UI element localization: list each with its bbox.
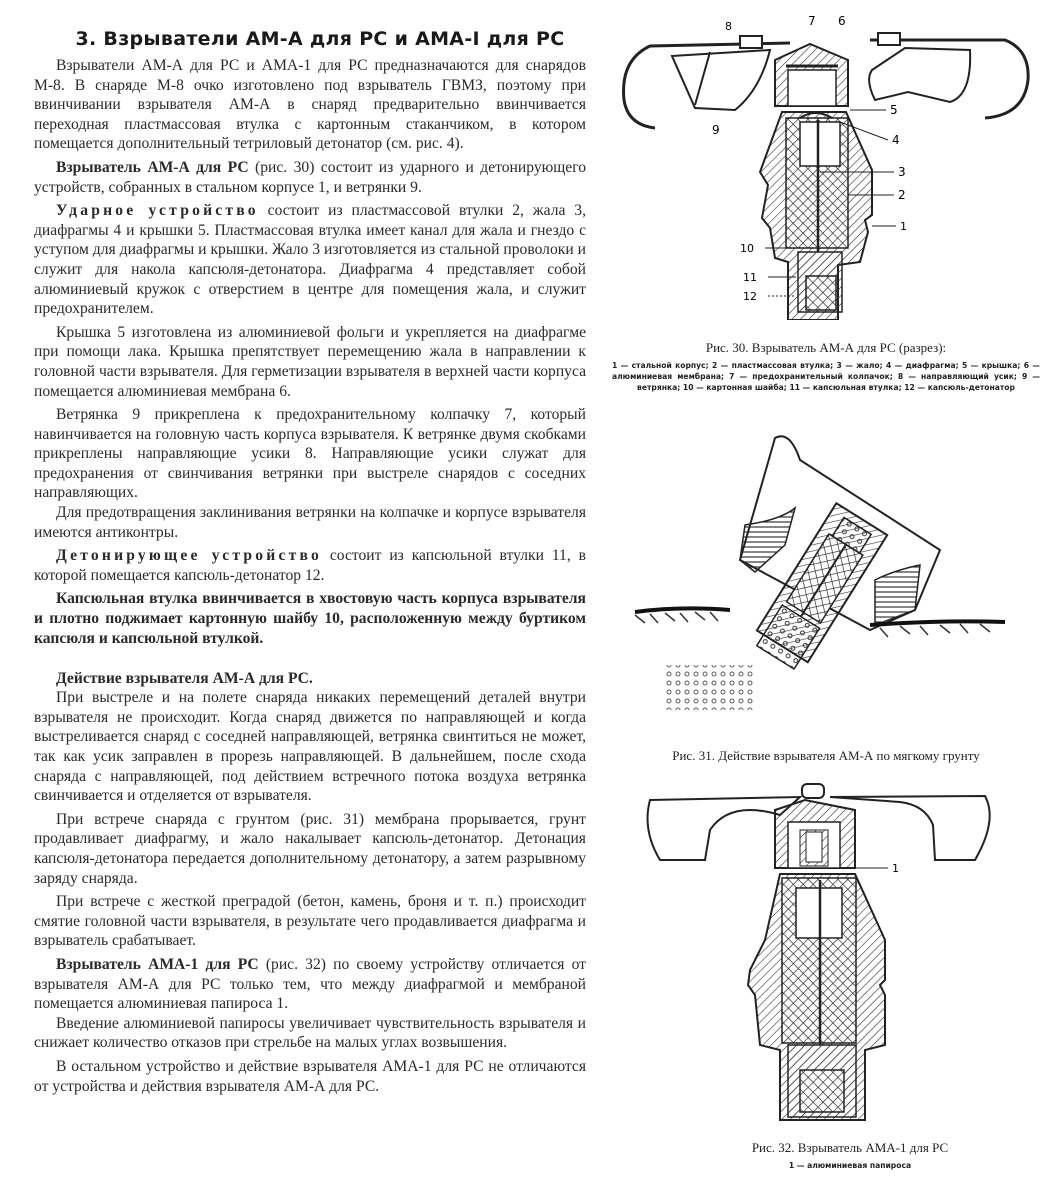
term-fuze-am-a: Взрыватель АМ-А для РС <box>56 158 249 176</box>
text-column <box>34 28 586 1096</box>
term-detonating-device: Детонирующее устройство <box>56 547 322 565</box>
term-impact-device: Ударное устройство <box>56 202 259 220</box>
paragraph-text: (рис. 32) по своему устройству отличается от взрывателя АМ-А для РС только тем, что между диафрагмой и мембраной помещается алюминиевая папироса 1. <box>34 955 586 1013</box>
fig30-label-12: 12 <box>743 290 757 303</box>
figure-30-caption: Рис. 30. Взрыватель АМ-А для РС (разрез): <box>705 340 947 355</box>
paragraph-text: (рис. 30) состоит из ударного и детонирующего устройств, собранных в стальном корпусе 1, и ветрянки 9. <box>34 158 586 196</box>
paragraph-anticontra: Для предотвращения заклинивания ветрянки на колпачке и корпусе взрывателя имеются антиконтры. <box>34 504 586 541</box>
windmill-vane-right <box>869 48 970 102</box>
figure-30-legend: 1 — стальной корпус; 2 — пластмассовая втулка; 3 — жало; 4 — диафрагма; 5 — крышка; 6 — алюминиевая мембрана; 7 — предохранительный колпачок; 8 — направляющий усик; 9 — ветрянка; 10 — картонная шайба; 11 — капсюльная втулка; 12 — капсюль-детонатор <box>612 361 1040 392</box>
fig30-label-10: 10 <box>740 242 754 255</box>
fig30-label-7: 7 <box>808 14 816 28</box>
paragraph-text: состоит из пластмассовой втулки 2, жала 3, диафрагмы 4 и крышки 5. Пластмассовая втулка имеет канал для жала и гнездо с уступом для диафрагмы и крышки. Жало 3 изготовляется из стальной проволоки и служит для накола капсюля-детонатора. Диафрагма 4 представляет собой алюминиевый кружок с отверстием в центре для помещения жала, и служит предохранителем. <box>34 202 586 318</box>
figure-31-caption: Рис. 31. Действие взрывателя АМ-А по мягкому грунту <box>672 748 980 763</box>
paragraph-cover: Крышка 5 изготовлена из алюминиевой фольги и укрепляется на диафрагме при помощи лака. Крышка препятствует перемещению жала в направлении к головной части взрывателя. Для герметизации взрывателя в верхней части корпуса помещается алюминиевая мембрана 6. <box>34 323 586 400</box>
subheading-action: Действие взрывателя АМ-А для РС. <box>56 670 313 688</box>
fig30-label-1: 1 <box>900 220 907 233</box>
fig30-label-9: 9 <box>712 123 720 137</box>
fig32-label-1: 1 <box>892 862 899 875</box>
paragraph-flight: При выстреле и на полете снаряда никаких перемещений деталей внутри взрывателя не происходит. Когда снаряд движется по направляющей и когда выстреливается снаряд с соседней направляющей, ветрянка свинтиться не может, так как усик заправлен в прорезь направляющей. В дальнейшем, после схода снаряда с направляющей, под действием встречного потока воздуха ветрянка свинчивается и отделяется от взрывателя. <box>34 689 586 805</box>
section-title: 3. Взрыватели АМ-А для РС и АМА-I для РС <box>75 28 565 50</box>
fig30-label-3: 3 <box>898 165 906 179</box>
figure-32-legend: 1 — алюминиевая папироса <box>788 1161 912 1170</box>
paragraph-ama1 <box>34 955 586 1014</box>
paragraph-impact-device <box>34 201 586 319</box>
paragraph-detonating-device <box>34 546 586 585</box>
fig30-label-5: 5 <box>890 103 898 117</box>
fig30-label-8: 8 <box>725 20 732 33</box>
figure-31-caption-block <box>612 748 1040 764</box>
paragraph-windmill: Ветрянка 9 прикреплена к предохранительному колпачку 7, который навинчивается на головную часть корпуса взрывателя. К ветрянке двумя скобками прикреплены направляющие усики 8. Направляющие усики служат для предохранения от свинчивания ветрянки при выстреле снарядов с соседних направляющих. <box>34 406 586 502</box>
figure-30-fuze-cross-section <box>610 0 1056 320</box>
figure-32-ama1-cross-section <box>630 770 1030 1140</box>
fig30-label-2: 2 <box>898 188 906 202</box>
figure-31-impact-soft-ground <box>620 400 1040 730</box>
paragraph-capsule-sleeve: Капсюльная втулка ввинчивается в хвостовую часть корпуса взрывателя и плотно поджимает картонную шайбу 10, расположенную между буртиком капсюля и капсюльной втулкой. <box>34 590 586 647</box>
paragraph-ground-impact: При встрече снаряда с грунтом (рис. 31) мембрана прорывается, грунт продавливает диафрагму, и жало накалывает капсюль-детонатор. Детонация капсюля-детонатора передается дополнительному детонатору, а затем разрывному заряду снаряда. <box>34 810 586 887</box>
paragraph-sensitivity: Введение алюминиевой папиросы увеличивает чувствительность взрывателя и снижает количество отказов при стрельбе на малых углах возвышения. <box>34 1014 586 1052</box>
paragraph-intro: Взрыватели АМ-А для РС и АМА-1 для РС предназначаются для снарядов М-8. В снаряде М-8 очко изготовлено под взрыватель ГВМЗ, поэтому при ввинчивании взрывателя АМ-А в снаряд предварительно ввинчивается переходная пластмассовая втулка с картонным стаканчиком, в котором помещается дополнительный тетриловый детонатор (см. рис. 4). <box>34 57 586 153</box>
paragraph-hard-obstacle: При встрече с жесткой преградой (бетон, камень, броня и т. п.) происходит смятие головной части взрывателя, в результате чего продавливается диафрагма и взрыватель срабатывает. <box>34 893 586 950</box>
paragraph-ama-structure <box>34 158 586 197</box>
fig30-label-11: 11 <box>743 271 757 284</box>
fig30-label-6: 6 <box>838 14 846 28</box>
paragraph-conclusion: В остальном устройство и действие взрывателя АМА-1 для РС не отличаются от устройства и действия взрывателя АМ-А для РС. <box>34 1057 586 1095</box>
fig30-label-4: 4 <box>892 133 900 147</box>
soil-particles <box>665 665 755 710</box>
figure-32-caption: Рис. 32. Взрыватель АМА-1 для РС <box>751 1140 949 1155</box>
windmill-vane-left <box>672 50 770 110</box>
figure-30-caption-block <box>612 340 1040 393</box>
figure-32-caption-block <box>700 1140 1000 1171</box>
term-fuze-ama1: Взрыватель АМА-1 для РС <box>56 955 259 973</box>
paragraph-text: состоит из капсюльной втулки 11, в которой помещается капсюль-детонатор 12. <box>34 547 586 584</box>
